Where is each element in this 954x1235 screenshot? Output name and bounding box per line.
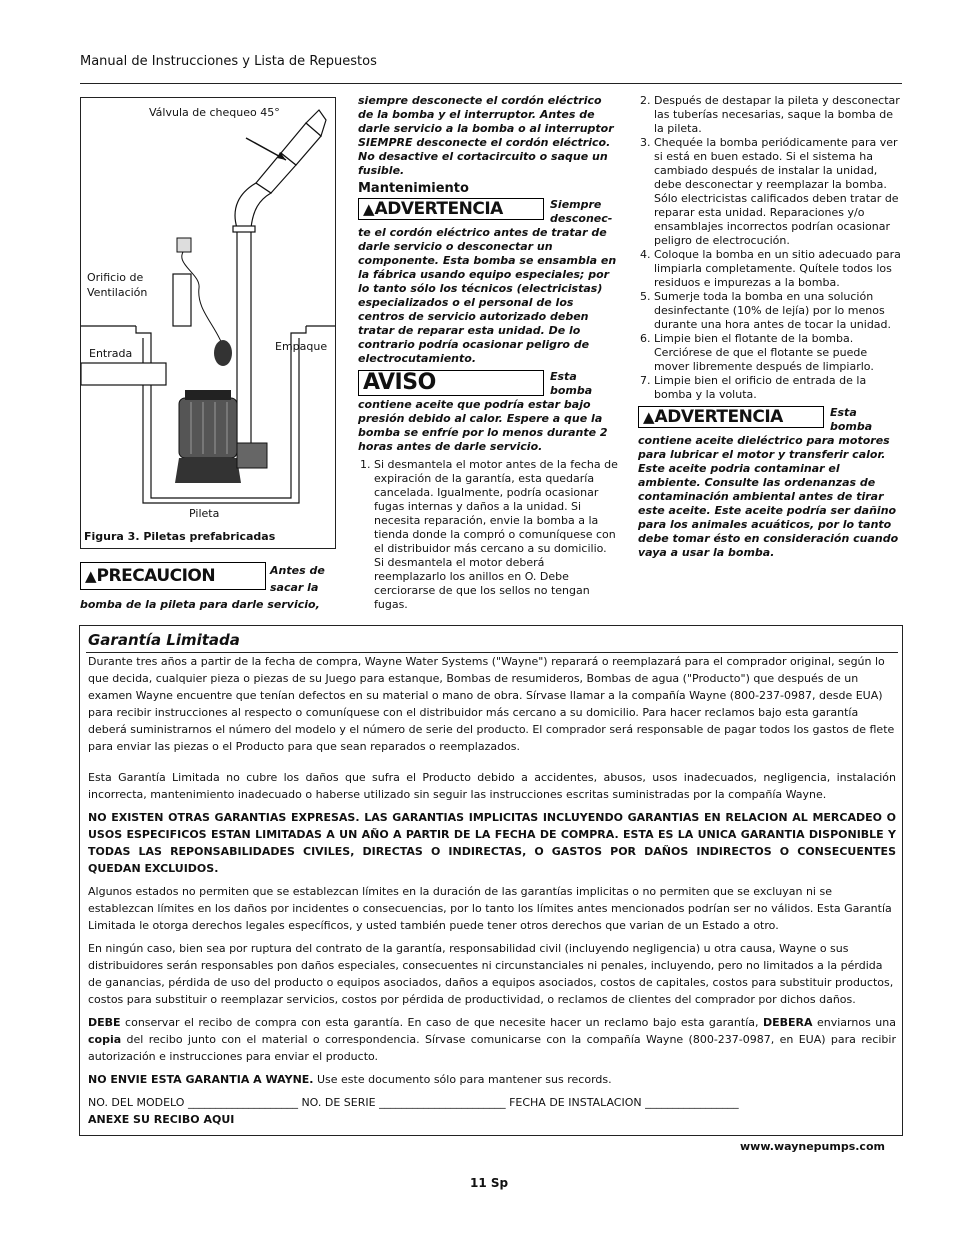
page-number: 11 Sp — [470, 1176, 509, 1190]
aviso-label: AVISO — [358, 370, 544, 396]
attach-receipt: ANEXE SU RECIBO AQUI — [88, 1113, 235, 1126]
warranty-p5: En ningún caso, bien sea por ruptura del contrato de la garantía, responsabilidad civil (incluyendo negligencia) u otra causa, Wayne o sus distribuidores serán responsables pon daños especiales, consecuentes ni circunstanciales ni penales, incluyendo, pero no limitados a la pérdida de ganancias, pérdida de uso del producto o equipos asociados, daños a equipos asociados, costos de capitales, costos para substituir productos, costos para substituir o reemplazar servicios, costos por pérdida de productividad, o reclamos de clientes del comprador por dichos daños. — [88, 942, 894, 1006]
disconnect-intro: siempre desconecte el cordón eléctrico de la bomba y el interruptor. Antes de darle servicio a la bomba o al interruptor SIEMPRE desconecte el cordón eléctrico. No desactive el cortacircuito o saque un fusible. — [358, 94, 614, 177]
warning-triangle-icon: ▲ — [363, 200, 375, 218]
warranty-p7: NO ENVIE ESTA GARANTIA A WAYNE. Use este documento sólo para mantener sus records. — [88, 1073, 612, 1086]
label-basin: Pileta — [189, 507, 220, 520]
label-valve: Válvula de chequeo 45° — [149, 106, 280, 119]
warning-label-1: ▲ADVERTENCIA — [358, 198, 544, 220]
list-item: 1. Si desmantela el motor antes de la fecha de expiración de la garantía, esta quedaría cancelada. Igualmente, podría ocasionar fugas internas y daños a la unidad. Si necesita reparación, envie la bomba a la tienda donde la compró o comuníquese con el distribuidor más cercano a su domicilio. Si desmantela el motor deberá reemplazarlo los anillos en O. Debe cerciorarse de que los sellos no tengan fugas. — [374, 458, 620, 612]
label-gasket: Empaque — [275, 340, 328, 353]
label-vent: Orificio de Ventilación — [87, 271, 148, 299]
warranty-body — [88, 653, 896, 1128]
warning-label-2: ▲ADVERTENCIA — [638, 406, 824, 428]
figure-caption: Figura 3. Piletas prefabricadas — [84, 530, 276, 543]
warning-2-text: contiene aceite dieléctrico para motores para lubricar el motor y transferir calor. Este aceite podria contaminar el ambiente. Consulte las ordenanzas de contaminación ambiental antes de tirar este aceite. Este aceite podría ser dañino para los animales acuáticos, por lo tanto debe tomar ésto en consideración cuando vaya a usar la bomba. — [638, 434, 899, 559]
list-item: 3. Chequée la bomba periódicamente para ver si está en buen estado. Si el sistema ha cambiado después de instalar la unidad, debe desconectar y reemplazar la bomba. Sólo electricistas calificados deben tratar de reparar esta unidad. Reparaciones y/o ensamblajes incorrectos podrían ocasionar peligro de electrocución. — [654, 136, 902, 248]
column-3: 2. Después de destapar la pileta y desconectar las tuberías necesarias, saque la bomba de la pileta. 3. Chequée la bomba periódicamente para ver si está en buen estado. Si el sistema ha cambiado después de instalar la unidad, debe desconectar y reemplazar la bomba. Sólo electricistas calificados deben tratar de reparar esta unidad. Reparaciones y/o ensamblajes incorrectos podrían ocasionar peligro de electrocución. 4. Coloque la bomba en un sitio adecuado para limpiarla completamente. Quítele todos los residuos e impurezas a la bomba. 5. Sumerje toda la bomba en una solución desinfectante (10% de lejía) por lo menos durante una hora antes de tocar la unidad. 6. Limpie bien el flotante de la bomba. Cerciórese de que el flotante se puede mover libremente después de limpiarlo. 7. Limpie bien el orificio de entrada de la bomba y la voluta. ▲ADVERTENCIA Esta bomba contiene aceite dieléctrico para motores para lubricar el motor y transferir calor. Este aceite podria contaminar el ambiente. Consulte las ordenanzas de contaminación ambiental antes de tirar este aceite. Este aceite podría ser dañino para los animales acuáticos, por lo tanto debe tomar ésto en consideración cuando vaya a usar la bomba. — [638, 94, 902, 560]
warning-triangle-icon: ▲ — [643, 408, 655, 426]
pump-body — [175, 390, 267, 483]
list-item: 4. Coloque la bomba en un sitio adecuado para limpiarla completamente. Quítele todos los residuos e impurezas a la bomba. — [654, 248, 902, 290]
model-field: NO. DEL MODELO ____________________ — [88, 1096, 298, 1109]
warranty-fields — [88, 1094, 896, 1111]
list-item: 2. Después de destapar la pileta y desconectar las tuberías necesarias, saque la bomba de la pileta. — [654, 94, 902, 136]
warranty-p4: Algunos estados no permiten que se establezcan límites en la duración de las garantías implicitas o no permiten que se excluyan ni se establezcan límites en los daños por incidentes o consecuencias, por lo tanto los límites antes mencionados podrían ser no válidos. Esta Garantía Limitada le otorga derechos legales específicos, y usted también puede tener otros derechos que varian de un Estado a otro. — [88, 885, 892, 932]
warning-1-text: te el cordón eléctrico antes de tratar de darle servicio o desconectar un componente. Esta bomba se ensambla en la fábrica usando equipo especiales; por lo tanto sólo los técnicos (electricistas) especializados o el personal de los centros de servicio autorizado deben tratar de reparar esta unidad. De lo contrario podría ocasionar peligro de electrocutamiento. — [358, 226, 617, 365]
serial-field: NO. DE SERIE _______________________ — [301, 1096, 506, 1109]
install-date-field: FECHA DE INSTALACION _________________ — [509, 1096, 739, 1109]
warranty-p3: NO EXISTEN OTRAS GARANTIAS EXPRESAS. LAS GARANTIAS IMPLICITAS INCLUYENDO GARANTIAS EN RELACION AL MERCADEO O USOS ESPECIFICOS ESTAN LIMITADAS A UN AÑO A PARTIR DE LA FECHA DE COMPRA. ESTA ES LA UNICA GARANTIA DISPONIBLE Y TODAS LAS REPONSABILIDADES CIVILES, DIRECTAS O INDIRECTAS, O GASTOS POR DAÑOS INDIRECTOS O CONSECUENTES QUEDAN EXCLUIDOS. — [88, 811, 896, 875]
list-item: 7. Limpie bien el orificio de entrada de la bomba y la voluta. — [654, 374, 902, 402]
maintenance-heading: Mantenimiento — [358, 181, 469, 196]
float-switch — [214, 340, 232, 366]
warranty-p2: Esta Garantía Limitada no cubre los daños que sufra el Producto debido a accidentes, abusos, usos inadecuados, negligencia, instalación incorrecta, mantenimiento inadecuado o haberse utilizado sin seguir las instrucciones escritas suministradas por la compañía Wayne. — [88, 771, 896, 801]
sump-basin-diagram — [81, 98, 335, 548]
aviso-text: contiene aceite que podría estar bajo presión debido al calor. Espere a que la bomba se enfríe por lo menos durante 2 horas antes de darle servicio. — [358, 398, 608, 453]
steps-list-2 — [638, 94, 902, 402]
precaution-block: ▲PRECAUCION Antes de sacar la bomba de la pileta para darle servicio, — [80, 564, 325, 611]
precaution-label: ▲PRECAUCION — [80, 562, 266, 590]
steps-list-1 — [358, 458, 620, 612]
figure-3 — [80, 97, 336, 549]
inlet-pipe — [81, 363, 166, 385]
warranty-p1: Durante tres años a partir de la fecha de compra, Wayne Water Systems ("Wayne") reparará o reemplazará para el comprador original, según lo que decida, cualquier pieza o piezas de su Juego para estanque, Bombas de resumideros, Bombas de agua ("Producto") que después de un examen Wayne encuentre que tenían defectos en su material o mano de obra. Sírvase llamar a la compañía Wayne (800-237-0987, desde EUA) para recibir instrucciones al respecto o comuníquese con el distribuidor más cercano a su domicilio. Para hacer reclamos bajo esta garantía deberá suministrarnos el número del modelo y el número de serie del producto. El comprador será responsable de pagar todos los gastos de flete para enviar las piezas o el Producto para que sean reparados o reemplazados. — [88, 655, 895, 753]
list-item: 5. Sumerje toda la bomba en una solución desinfectante (10% de lejía) por lo menos durante una hora antes de tocar la unidad. — [654, 290, 902, 332]
warranty-box — [79, 625, 903, 1136]
warranty-title: Garantía Limitada — [88, 631, 240, 649]
label-inlet: Entrada — [89, 347, 133, 360]
warranty-p6: DEBE conservar el recibo de compra con esta garantía. En caso de que necesite hacer un reclamo bajo esta garantía, DEBERA enviarnos una copia del recibo junto con el material o correspondencia. Sírvase comunicarse con la compañía Wayne (800-237-0987, en EUA) para recibir autorización e instrucciones para enviar el producto. — [88, 1016, 896, 1063]
list-item: 6. Limpie bien el flotante de la bomba. Cerciórese de que el flotante se puede mover libremente después de limpiarlo. — [654, 332, 902, 374]
footer-url: www.waynepumps.com — [740, 1140, 885, 1153]
running-header: Manual de Instrucciones y Lista de Repuestos — [80, 54, 377, 69]
warning-triangle-icon: ▲ — [85, 567, 97, 585]
header-rule — [80, 83, 902, 84]
column-2: siempre desconecte el cordón eléctrico de la bomba y el interruptor. Antes de darle servicio a la bomba o al interruptor SIEMPRE desconecte el cordón eléctrico. No desactive el cortacircuito o saque un fusible. Mantenimiento ▲ADVERTENCIA Siempre desconec- te el cordón eléctrico antes de tratar de darle servicio o desconectar un componente. Esta bomba se ensambla en la fábrica usando equipo especiales; por lo tanto sólo los técnicos (electricistas) especializados o el personal de los centros de servicio autorizado deben tratar de reparar esta unidad. De lo contrario podría ocasionar peligro de electrocutamiento. AVISO Esta bomba contiene aceite que podría estar bajo presión debido al calor. Espere a que la bomba se enfríe por lo menos durante 2 horas antes de darle servicio. 1. Si desmantela el motor antes de la fecha de expiración de la garantía, esta quedaría cancelada. Igualmente, podría ocasionar fugas internas y daños a la unidad. Si necesita reparación, envie la bomba a la tienda donde la compró o comuníquese con el distribuidor más cercano a su domicilio. Si desmantela el motor deberá reemplazarlo los anillos en O. Debe cerciorarse de que los sellos no tengan fugas. — [358, 94, 620, 612]
